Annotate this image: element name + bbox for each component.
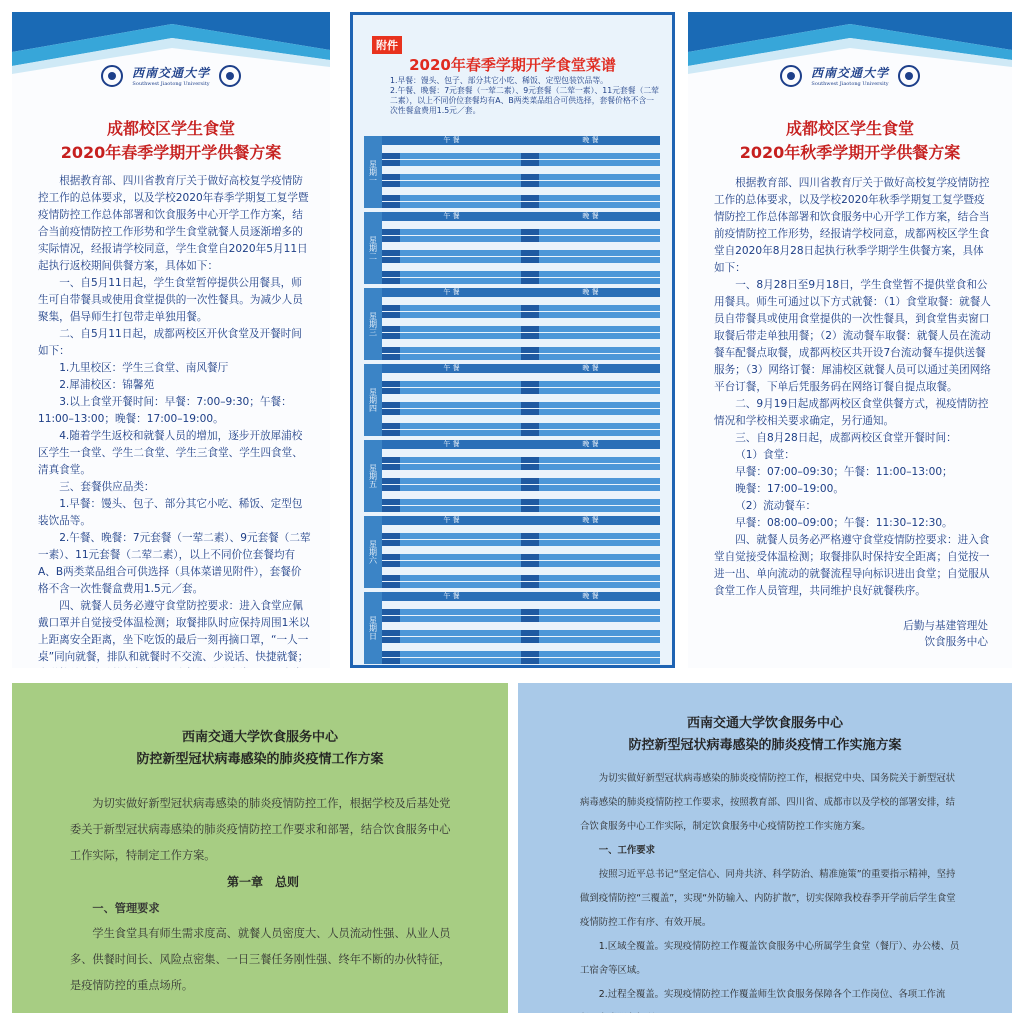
price-row — [382, 416, 521, 422]
dish-row — [521, 630, 660, 636]
dish-row — [521, 464, 660, 470]
dish-row — [382, 409, 521, 415]
dinner-column — [521, 592, 660, 664]
dish-row — [382, 540, 521, 546]
dish-row — [521, 257, 660, 263]
dish-row — [521, 554, 660, 560]
paragraph: 一、8月28日至9月18日，学生食堂暂不提供堂食和公用餐具。师生可通过以下方式就餐：（1）食堂取餐：就餐人员自带餐具或使用食堂提供的一次性餐具，到食堂售卖窗口取餐后带走单独用餐；（2）流动餐车取餐：就餐人员在流动餐车配餐点取餐，成都两校区共开设7台流动餐车提供送餐服务；（3）网络订餐：犀浦校区就餐人员可以通过美团网络平台订餐，下单后凭服务码在网络订餐自提点取餐。 — [714, 279, 991, 393]
university-seal-icon — [101, 65, 123, 87]
paragraph: 1.早餐：馒头、包子、部分其它小吃、稀饭、定型包装饮品等。 — [38, 498, 303, 527]
dish-row — [382, 195, 521, 201]
dish-row — [382, 554, 521, 560]
price-row — [521, 526, 660, 532]
dish-row — [382, 160, 521, 166]
price-row — [382, 264, 521, 270]
price-row — [382, 450, 521, 456]
price-row — [521, 568, 660, 574]
poster-body — [12, 165, 330, 668]
dish-row — [382, 381, 521, 387]
dish-row — [521, 312, 660, 318]
doc-title-2: 防控新型冠状病毒感染的肺炎疫情工作实施方案 — [628, 738, 902, 753]
price-row — [521, 374, 660, 380]
dish-row — [382, 485, 521, 491]
dish-row — [521, 271, 660, 277]
poster-title-2: 2020年秋季学期开学供餐方案 — [739, 143, 961, 162]
dinner-column — [521, 364, 660, 436]
price-row — [521, 395, 660, 401]
paragraph: 4.随着学生返校和就餐人员的增加，逐步开放犀浦校区学生一食堂、学生二食堂、学生三食堂、学生四食堂、清真食堂。 — [38, 430, 303, 476]
dish-row — [521, 409, 660, 415]
dish-row — [521, 388, 660, 394]
dish-row — [382, 582, 521, 588]
paragraph: 四、就餐人员务必遵守食堂防控要求：进入食堂应佩戴口罩并自觉接受体温检测；取餐排队时应保持周围1米以上距离安全距离，坐下吃饭的最后一刻再摘口罩，“一人一桌”同向就餐，排队和就餐时不交流、少说话、快捷就餐； — [38, 600, 310, 663]
dish-row — [382, 464, 521, 470]
dish-row — [382, 499, 521, 505]
paragraph: 2.犀浦校区：锦馨苑 — [59, 379, 155, 391]
price-row — [521, 547, 660, 553]
dish-row — [521, 582, 660, 588]
price-row — [382, 374, 521, 380]
dish-row — [521, 561, 660, 567]
dish-row — [382, 229, 521, 235]
menu-day — [364, 288, 660, 360]
meal-header: 午 餐 — [382, 592, 521, 601]
menu-table — [364, 136, 660, 668]
dish-row — [382, 388, 521, 394]
meal-header: 午 餐 — [382, 288, 521, 297]
doc-intro: 为切实做好新型冠状病毒感染的肺炎疫情防控工作，根据学校及后基处党委关于新型冠状病毒感染的肺炎疫情防控工作要求和部署，结合饮食服务中心工作实际，特制定工作方案。 — [70, 797, 451, 862]
poster-title-1: 成都校区学生食堂 — [106, 119, 235, 138]
dish-row — [521, 181, 660, 187]
poster-body — [688, 165, 1012, 600]
price-row — [382, 644, 521, 650]
lunch-column — [382, 136, 521, 208]
price-row — [521, 340, 660, 346]
meal-header: 晚 餐 — [521, 212, 660, 221]
dish-row — [382, 575, 521, 581]
paragraph: 根据教育部、四川省教育厅关于做好高校复学疫情防控工作的总体要求，以及学校2020年秋季学期复工复学暨疫情防控工作总体部署和饮食服务中心开学工作方案，结合当前疫情防控工作形势，经报请学校同意，成都两校区学生食堂自2020年8月28日起执行秋季学期学生供餐方案，具体如下： — [714, 177, 990, 274]
dish-row — [382, 478, 521, 484]
meal-header: 午 餐 — [382, 136, 521, 145]
poster-banner — [12, 12, 330, 117]
dish-row — [521, 278, 660, 284]
menu-day — [364, 516, 660, 588]
dish-row — [521, 326, 660, 332]
price-row — [521, 416, 660, 422]
price-row — [521, 492, 660, 498]
price-row — [382, 188, 521, 194]
dish-row — [382, 312, 521, 318]
poster-banner — [688, 12, 1012, 117]
dish-row — [382, 326, 521, 332]
dish-row — [521, 160, 660, 166]
dish-row — [382, 616, 521, 622]
dish-row — [521, 485, 660, 491]
dish-row — [382, 305, 521, 311]
menu-day — [364, 592, 660, 664]
implementation-plan-document — [518, 683, 1012, 1013]
dinner-column — [521, 212, 660, 284]
dish-row — [521, 540, 660, 546]
price-row — [521, 298, 660, 304]
university-seal-icon — [780, 65, 802, 87]
price-row — [521, 146, 660, 152]
paragraph: 3.以上食堂开餐时间：早餐：7:00–9:30；午餐：11:00–13:00；晚餐：17:00–19:00。 — [38, 396, 292, 425]
doc-title-1: 西南交通大学饮食服务中心 — [181, 730, 338, 745]
day-label: 星期一 — [364, 136, 382, 208]
dish-row — [382, 430, 521, 436]
dish-row — [382, 561, 521, 567]
paragraph: 晚餐：17:00–19:00。 — [735, 483, 844, 495]
day-label: 星期六 — [364, 516, 382, 588]
dish-row — [521, 229, 660, 235]
dish-row — [382, 333, 521, 339]
poster-title-1: 成都校区学生食堂 — [785, 119, 914, 138]
dish-row — [382, 630, 521, 636]
price-row — [521, 319, 660, 325]
menu-day — [364, 440, 660, 512]
price-row — [521, 471, 660, 477]
dish-row — [382, 202, 521, 208]
dish-row — [382, 181, 521, 187]
price-row — [521, 644, 660, 650]
price-row — [382, 602, 521, 608]
dish-row — [521, 616, 660, 622]
dish-row — [382, 347, 521, 353]
signature: 后勤与基建管理处 饮食服务中心 — [903, 620, 988, 648]
price-row — [382, 395, 521, 401]
doc-title-1: 西南交通大学饮食服务中心 — [686, 716, 843, 731]
price-row — [521, 188, 660, 194]
dish-row — [382, 651, 521, 657]
day-label: 星期四 — [364, 364, 382, 436]
price-row — [382, 146, 521, 152]
dish-row — [382, 153, 521, 159]
dish-row — [521, 381, 660, 387]
dish-row — [382, 174, 521, 180]
doc-paragraph: 1.区域全覆盖。实现疫情防控工作覆盖饮食服务中心所属学生食堂（餐厅）、办公楼、员工宿舍等区域。 — [580, 941, 960, 976]
dish-row — [521, 658, 660, 664]
dish-row — [521, 354, 660, 360]
price-row — [382, 492, 521, 498]
menu-notes: 1.早餐：馒头、包子、部分其它小吃、稀饭、定型包装饮品等。 2.午餐、晚餐：7元套餐（一荤二素）、9元套餐（二荤一素）、11元套餐（二荤二素），以上不同价位套餐均有A、B两类菜品组合可供选择，套餐价格不含一次性餐盒费用1.5元／套。 — [390, 76, 659, 115]
price-row — [521, 450, 660, 456]
lunch-column — [382, 592, 521, 664]
lunch-column — [382, 288, 521, 360]
price-row — [521, 243, 660, 249]
price-row — [382, 243, 521, 249]
paragraph: 根据教育部、四川省教育厅关于做好高校复学疫情防控工作的总体要求，以及学校2020年春季学期复工复学暨疫情防控工作总体部署和饮食服务中心开学工作方案，结合当前疫情防控工作形势和学生食堂就餐人员逐渐增多的实际情况，经报请学校同意，学生食堂自2020年5月11日起执行返校期间供餐方案，具体如下： — [38, 175, 309, 272]
paragraph: （2）流动餐车： — [735, 500, 817, 512]
lunch-column — [382, 212, 521, 284]
poster-title-2: 2020年春季学期开学供餐方案 — [60, 143, 282, 162]
centennial-seal-icon — [898, 65, 920, 87]
university-logo: 西南交通大学 Southwest Jiaotong University — [12, 64, 330, 87]
dinner-column — [521, 440, 660, 512]
dish-row — [382, 609, 521, 615]
menu-day — [364, 212, 660, 284]
section-heading: 一、工作要求 — [598, 845, 656, 856]
dish-row — [521, 457, 660, 463]
price-row — [382, 547, 521, 553]
dish-row — [382, 271, 521, 277]
dish-row — [382, 278, 521, 284]
chapter-heading: 第一章 总则 — [226, 875, 299, 889]
paragraph: 四、就餐人员务必严格遵守食堂疫情防控要求：进入食堂自觉接受体温检测；取餐排队时保持安全距离；自觉按一进一出、单向流动的就餐流程导向标识进出食堂；自觉服从食堂工作人员管理，共同维护良好就餐秩序。 — [714, 534, 990, 597]
dish-row — [521, 236, 660, 242]
dish-row — [382, 533, 521, 539]
dish-row — [382, 658, 521, 664]
price-row — [382, 623, 521, 629]
university-logo: 西南交通大学 Southwest Jiaotong University — [688, 64, 1012, 87]
dish-row — [521, 499, 660, 505]
dish-row — [521, 195, 660, 201]
dinner-column — [521, 288, 660, 360]
dish-row — [521, 347, 660, 353]
dish-row — [382, 250, 521, 256]
menu-title: 2020年春季学期开学食堂菜谱 — [409, 56, 616, 74]
dish-row — [382, 637, 521, 643]
dish-row — [521, 575, 660, 581]
paragraph: 2.午餐、晚餐：7元套餐（一荤二素）、9元套餐（二荤一素）、11元套餐（二荤二素），以上不同价位套餐均有A、B两类菜品组合可供选择（具体菜谱见附件），套餐价格不含一次性餐盒费用1.5元／套。 — [38, 532, 311, 595]
dish-row — [521, 174, 660, 180]
dish-row — [382, 402, 521, 408]
meal-header: 午 餐 — [382, 364, 521, 373]
price-row — [521, 602, 660, 608]
dish-row — [382, 257, 521, 263]
price-row — [382, 568, 521, 574]
centennial-seal-icon — [219, 65, 241, 87]
dinner-column — [521, 516, 660, 588]
meal-header: 晚 餐 — [521, 136, 660, 145]
day-label: 星期日 — [364, 592, 382, 664]
section-heading: 一、管理要求 — [92, 901, 160, 915]
dish-row — [521, 423, 660, 429]
meal-header: 晚 餐 — [521, 288, 660, 297]
day-label: 星期二 — [364, 212, 382, 284]
work-plan-document — [12, 683, 508, 1013]
price-row — [382, 471, 521, 477]
doc-paragraph: 学生食堂具有师生需求度高、就餐人员密度大、人员流动性强、从业人员多、供餐时间长、风险点密集、一日三餐任务刚性强、终年不断的办伙特征，是疫情防控的重点场所。 — [70, 927, 451, 992]
price-row — [521, 222, 660, 228]
spring-plan-poster — [12, 12, 330, 668]
meal-header: 晚 餐 — [521, 516, 660, 525]
paragraph: 三、套餐供应品类： — [59, 481, 155, 493]
paragraph: 二、自5月11日起，成都两校区开伙食堂及开餐时间如下： — [38, 328, 302, 357]
paragraph: 一、自5月11日起，学生食堂暂停提供公用餐具，师生可自带餐具或使用食堂提供的一次性餐具。为减少人员聚集，倡导师生打包带走单独用餐。 — [38, 277, 303, 323]
lunch-column — [382, 516, 521, 588]
dish-row — [382, 354, 521, 360]
price-row — [382, 526, 521, 532]
dish-row — [521, 430, 660, 436]
attachment-tag: 附件 — [372, 36, 402, 54]
dinner-column — [521, 136, 660, 208]
price-row — [521, 167, 660, 173]
paragraph: （1）食堂： — [735, 449, 795, 461]
dish-row — [521, 637, 660, 643]
dish-row — [521, 478, 660, 484]
dish-row — [382, 457, 521, 463]
price-row — [382, 340, 521, 346]
lunch-column — [382, 440, 521, 512]
price-row — [521, 264, 660, 270]
menu-poster — [350, 12, 675, 668]
dish-row — [521, 651, 660, 657]
price-row — [382, 222, 521, 228]
dish-row — [382, 506, 521, 512]
dish-row — [521, 333, 660, 339]
dish-row — [521, 609, 660, 615]
menu-day — [364, 136, 660, 208]
price-row — [521, 623, 660, 629]
meal-header: 午 餐 — [382, 212, 521, 221]
meal-header: 晚 餐 — [521, 364, 660, 373]
dish-row — [521, 202, 660, 208]
dish-row — [382, 423, 521, 429]
price-row — [382, 319, 521, 325]
meal-header: 午 餐 — [382, 516, 521, 525]
paragraph: 二、9月19日起成都两校区食堂供餐方式，视疫情防控情况和学校相关要求确定，另行通知。 — [714, 398, 989, 427]
price-row — [382, 167, 521, 173]
paragraph: 三、自8月28日起，成都两校区食堂开餐时间： — [735, 432, 957, 444]
doc-body — [518, 757, 1012, 1013]
dish-row — [382, 236, 521, 242]
day-label: 星期三 — [364, 288, 382, 360]
paragraph: 早餐：08:00–09:00；午餐：11:30–12:30。 — [735, 517, 953, 529]
doc-title-2: 防控新型冠状病毒感染的肺炎疫情工作方案 — [136, 752, 384, 767]
paragraph: 1.九里校区：学生三食堂、南风餐厅 — [59, 362, 229, 374]
autumn-plan-poster — [688, 12, 1012, 668]
dish-row — [521, 250, 660, 256]
meal-header: 午 餐 — [382, 440, 521, 449]
dish-row — [521, 305, 660, 311]
doc-paragraph: 按照习近平总书记“坚定信心、同舟共济、科学防治、精准施策”的重要指示精神，坚持做到疫情防控“三覆盖”，实现“外防输入、内防扩散”，切实保障我校春季开学前后学生食堂疫情防控工作有序、有效开展。 — [580, 869, 956, 928]
dish-row — [521, 533, 660, 539]
dish-row — [521, 402, 660, 408]
day-label: 星期五 — [364, 440, 382, 512]
menu-day — [364, 364, 660, 436]
doc-body — [12, 771, 508, 999]
meal-header: 晚 餐 — [521, 440, 660, 449]
doc-paragraph: 2.过程全覆盖。实现疫情防控工作覆盖师生饮食服务保障各个工作岗位、各项工作流 — [598, 989, 946, 1000]
paragraph: 早餐：07:00–09:30；午餐：11:00–13:00； — [735, 466, 953, 478]
price-row — [382, 298, 521, 304]
meal-header: 晚 餐 — [521, 592, 660, 601]
dish-row — [521, 153, 660, 159]
lunch-column — [382, 364, 521, 436]
dish-row — [521, 506, 660, 512]
doc-intro: 为切实做好新型冠状病毒感染的肺炎疫情防控工作，根据党中央、国务院关于新型冠状病毒感染的肺炎疫情防控工作要求，按照教育部、四川省、成都市以及学校的部署安排，结合饮食服务中心工作实际，制定饮食服务中心疫情防控工作实施方案。 — [580, 773, 956, 832]
